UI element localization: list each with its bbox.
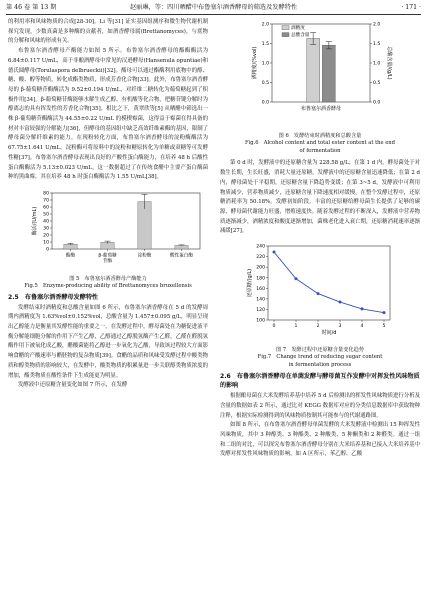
plot-frame <box>268 246 390 320</box>
paragraph-fermentation-2: 发酵液中还原糖含量变化如图 7 所示，在发酵 <box>18 382 128 389</box>
enzyme-bar-chart <box>8 187 208 271</box>
figure-6-caption-cn: 图 6 发酵结束时酒精度和总酸含量 <box>278 132 362 139</box>
y-tick-label-left: 1.0 <box>261 61 269 67</box>
section-2-5-title: 2.5 布鲁塞尔酒香酵母发酵特性 <box>8 293 99 301</box>
figure-5 <box>8 187 208 291</box>
figure-6-caption-en-1: Fig.6 Alcohol content and total ester content at the end <box>245 140 395 147</box>
data-point <box>273 251 276 254</box>
y-tick-label-left: 1.5 <box>261 42 269 48</box>
legend-swatch <box>282 33 289 37</box>
x-tick-label: 5 <box>382 324 386 330</box>
x-tick-label: 苷酶 <box>102 258 113 264</box>
paragraph-fermentation-1: 发酵结束时酒精度和总酸含量如图 6 所示，布鲁塞尔酒香酵母在 5 d 的发酵周期内酒精度为 1.63%vol±0.152%vol，总酸含量为 1.457±0.095 g/L，明显呈现出乙醇能力是衡量其发酵性能的重要之一。在发酵过程中，酵母菌处在为糖促进液平衡分解能细胞分解的作用下产生乙醇，乙醇通过乙醇脱氢酶产生乙醛，乙醛在醛脱氢酶作用下被氧化成乙酸，醋酸菌能将乙醇进一步氧化为乙酸，导致该过程较大方面影响食醋的产酸速率与醋胚物的复杂物质[39]。食醋的品质和风味受发酵过程中酸类物质和醇类物质的影响较大，在发酵中，酸类物质的积累量进一步关联醇类物质浓度的增加，酯类物质在酸性条件下生成能更为明显。 <box>8 304 208 379</box>
article-running-title: 赵丽琳，等：四川晒醋中布鲁塞尔酒香酵母的筛选及发酵特性 <box>129 4 298 11</box>
x-tick-label: 0 <box>272 324 276 330</box>
y-tick-label: 20 <box>43 233 49 239</box>
y-tick-label: 40 <box>43 219 49 225</box>
y-tick-label-left: 0.5 <box>261 81 269 87</box>
paragraph-volatile-2: 如图 8 所示，在布鲁塞尔酒香酵母单菌发酵的大米发酵液中检测出 15 种挥发性风味物质，其中 3 种醇类、3 种酯类、2 种酸类、5 种酮类和 2 种醛类。通过一组和二组的对比，可以探究布鲁塞尔酒香酵母分别在大米培养基和已接入大米培养基中发酵对挥发性风味物质的影响，如 A 区所示，苯乙醇、乙酸 <box>220 422 420 458</box>
page-number: · 171 · <box>401 4 421 11</box>
y-tick-label: 160 <box>256 286 265 292</box>
plot-frame <box>52 193 200 249</box>
bar <box>175 245 188 249</box>
figure-5-caption-cn: 图 5 布鲁塞尔酒香酵母产酶能力 <box>69 275 147 282</box>
series-line <box>274 252 384 313</box>
y-tick-label: 100 <box>256 318 265 324</box>
alcohol-acid-bar-chart <box>220 18 420 128</box>
y-tick-label: 50 <box>43 212 49 218</box>
y-tick-label: 140 <box>256 297 265 303</box>
paragraph-enzyme-activity: 布鲁塞尔酒香酵母产酶能力如图 5 所示。布鲁塞尔酒香酵母的酯酶酶活为 6.84±0.117 U/mL，高于非酿酒酵母中常见的汉逊酵母(Hansenula opuntiae)和德氏圆酵母(Torulaspora delbrueckii)[32]。酯母可以通过酯酶利用底物中的醇、糖、酸、醇等物质，转化成酯类物质，形成芳香化合物[33]。此外，布鲁塞尔酒香酵母的 β-葡萄糖苷酶酶活为 9.52±0.194 U/mL，对纤维二糖转化为葡萄糖起到了积极作用[34]。β-葡萄糖苷酶能够水解生成乙醇、有机酸等化合物，把糖苷键分解时为醇离志的具有挥发性的芳香化合物[35]。相比之下，黄翠欣等[5] 从晒醋中筛选出一株 β-葡萄糖苷酶酶活为 44.55±0.22 U/mL 的模楔霉菌，这得益于霉菌在得具备的材对丰富较强的分解能力[36]，但酵母的基因组中缺乏高效纤维素酶的基因，限制了酵母菌分解纤维素的能力。在现粉转化方面，布鲁塞尔酒香酵母的淀粉酶酶活为 67.75±1.641 U/mL。淀粉酶可将原料中的淀粉和糖原转化为单糖或双糖等可发酵性糖[37]。布鲁塞尔酒香酵母表现出良好的产酸性蛋白酶能力，在培养 48 h 后酸性蛋白酶酶活为 5.13±0.023 U/mL。这一数据超过了在传统食醋中主要产蛋白酶菌种的黑曲霉，其在培养 48 h 时蛋白酶酶活为 1.55 U/mL[38]。 <box>8 48 208 181</box>
y-tick-label-right: 2.0 <box>373 22 381 28</box>
data-point <box>295 277 298 280</box>
x-axis-label: 时间/d <box>321 330 337 337</box>
y-axis-label: 还原糖/(g/L) <box>247 268 253 298</box>
y-axis-label: 酶活/(U/mL) <box>32 206 38 236</box>
bar <box>307 38 320 102</box>
y-tick-label-right: 0.0 <box>373 100 381 106</box>
paragraph-top: 的利用率和风味物质的合成[28-30]。Li 等[31] 证实基因组测序和微生物代谢机制探究发现，少数真菌是多种酶的贡献者，如酒香酵母属(Brettanomyces)，与底物的分解和风味的形成有关。 <box>8 19 208 45</box>
bar <box>322 45 335 102</box>
y-tick-label: 200 <box>256 265 265 271</box>
y-tick-label: 70 <box>43 198 49 204</box>
x-tick-label: 淀粉酶 <box>137 253 152 259</box>
x-tick-label: 酸性蛋白酶 <box>170 253 193 259</box>
figure-5-caption-en: Fig.5 Enzyme-producing ability of Brettanomyces bruxellensis <box>24 283 192 290</box>
journal-volume: 第 46 卷 第 13 期 <box>6 4 57 11</box>
y-tick-label-right: 1.5 <box>373 42 381 48</box>
reducing-sugar-line-chart <box>220 240 420 342</box>
y-tick-label: 10 <box>43 240 49 246</box>
data-point <box>339 301 342 304</box>
left-column <box>8 18 208 391</box>
legend-label: 总酸含量 <box>291 33 310 38</box>
x-tick-label: 2 <box>316 324 320 330</box>
figure-6 <box>220 18 420 155</box>
x-tick-label: 酯酶 <box>65 253 76 259</box>
y-tick-label: 120 <box>256 308 265 314</box>
y-tick-label: 240 <box>256 244 265 250</box>
running-header <box>6 2 421 15</box>
data-point <box>317 292 320 295</box>
data-point <box>383 311 386 314</box>
x-tick-label: β-葡萄糖 <box>98 253 117 259</box>
y-tick-label: 180 <box>256 276 265 282</box>
x-axis-label: 布鲁塞尔酒香酵母 <box>300 106 342 112</box>
y-tick-label-right: 0.5 <box>373 81 381 87</box>
y-tick-label-left: 0.0 <box>261 100 269 106</box>
figure-7 <box>220 240 420 369</box>
y-tick-label: 60 <box>43 205 49 211</box>
y-axis-label-right: 总酸含量/(g/L) <box>386 46 392 80</box>
section-2-6-title: 2.6 布鲁塞尔酒香酵母在单菌发酵与酵母菌互作发酵中对挥发性风味物质的影响 <box>220 372 420 390</box>
y-tick-label-right: 1.0 <box>373 61 381 67</box>
y-tick-label: 80 <box>43 191 49 197</box>
x-tick-label: 3 <box>338 324 342 330</box>
y-axis-label-left: 酒精度/(%vol) <box>252 46 258 80</box>
figure-7-caption-en-1: Fig.7 Change trend of reducing sugar content <box>257 354 383 361</box>
paragraph-reducing-sugar: 第 0 d 时，发酵液中的还原糖含量为 228.58 g/L；在第 1 d 内，酵母菌处于对数生长期，生长旺盛，消耗大量还原糖，发酵液中的还原糖含量迅速降低；在第 2 d 内，酵母菌处于平稳期，还原糖含量下降趋势变缓；在第 3~5 d，发酵液中可利用物质减少，营养物质减少，还原糖含量下降速度相对缓慢，在整个发酵过程中，还原糖消耗率为 50.18%。发酵初始阶段，丰富的还原糖给酵母菌生长提供了足够的碳源，酵母菌代谢能力旺盛，增殖速度快。随着发酵过程的不断深入，发酵液中营养物质逐渐减少，酒精浓度和酸度逐渐增加，菌株老化进入衰亡期，还原糖消耗速率逐渐减缓[27]。 <box>220 160 420 235</box>
y-tick-label-left: 2.0 <box>261 22 269 28</box>
y-tick-label: 0 <box>46 247 49 253</box>
legend-label: 酒精度 <box>291 26 305 31</box>
y-tick-label: 220 <box>256 255 265 261</box>
figure-6-caption-en-2: of fermentation <box>299 147 341 154</box>
figure-7-caption-cn: 图 7 发酵过程中还原糖含量变化趋势 <box>276 346 364 353</box>
x-tick-label: 1 <box>294 324 298 330</box>
right-column <box>220 18 420 460</box>
paragraph-volatile-1: 根据酿母菌在大米发酵培养基中培养 5 d 后检测出的挥发性风味物质进行分析及含量的数据如表 2 所示，通过比对 KEGG 数据库对应的分类信息数据库中获取物种注释，根据实际检测得到的风味物质按制其可能参与的代谢通路图。 <box>220 393 420 419</box>
data-point <box>361 308 364 311</box>
x-tick-label: 4 <box>360 324 364 330</box>
y-tick-label: 30 <box>43 226 49 232</box>
figure-7-caption-en-2: in fermentation process <box>288 362 352 368</box>
legend-swatch <box>282 26 289 30</box>
